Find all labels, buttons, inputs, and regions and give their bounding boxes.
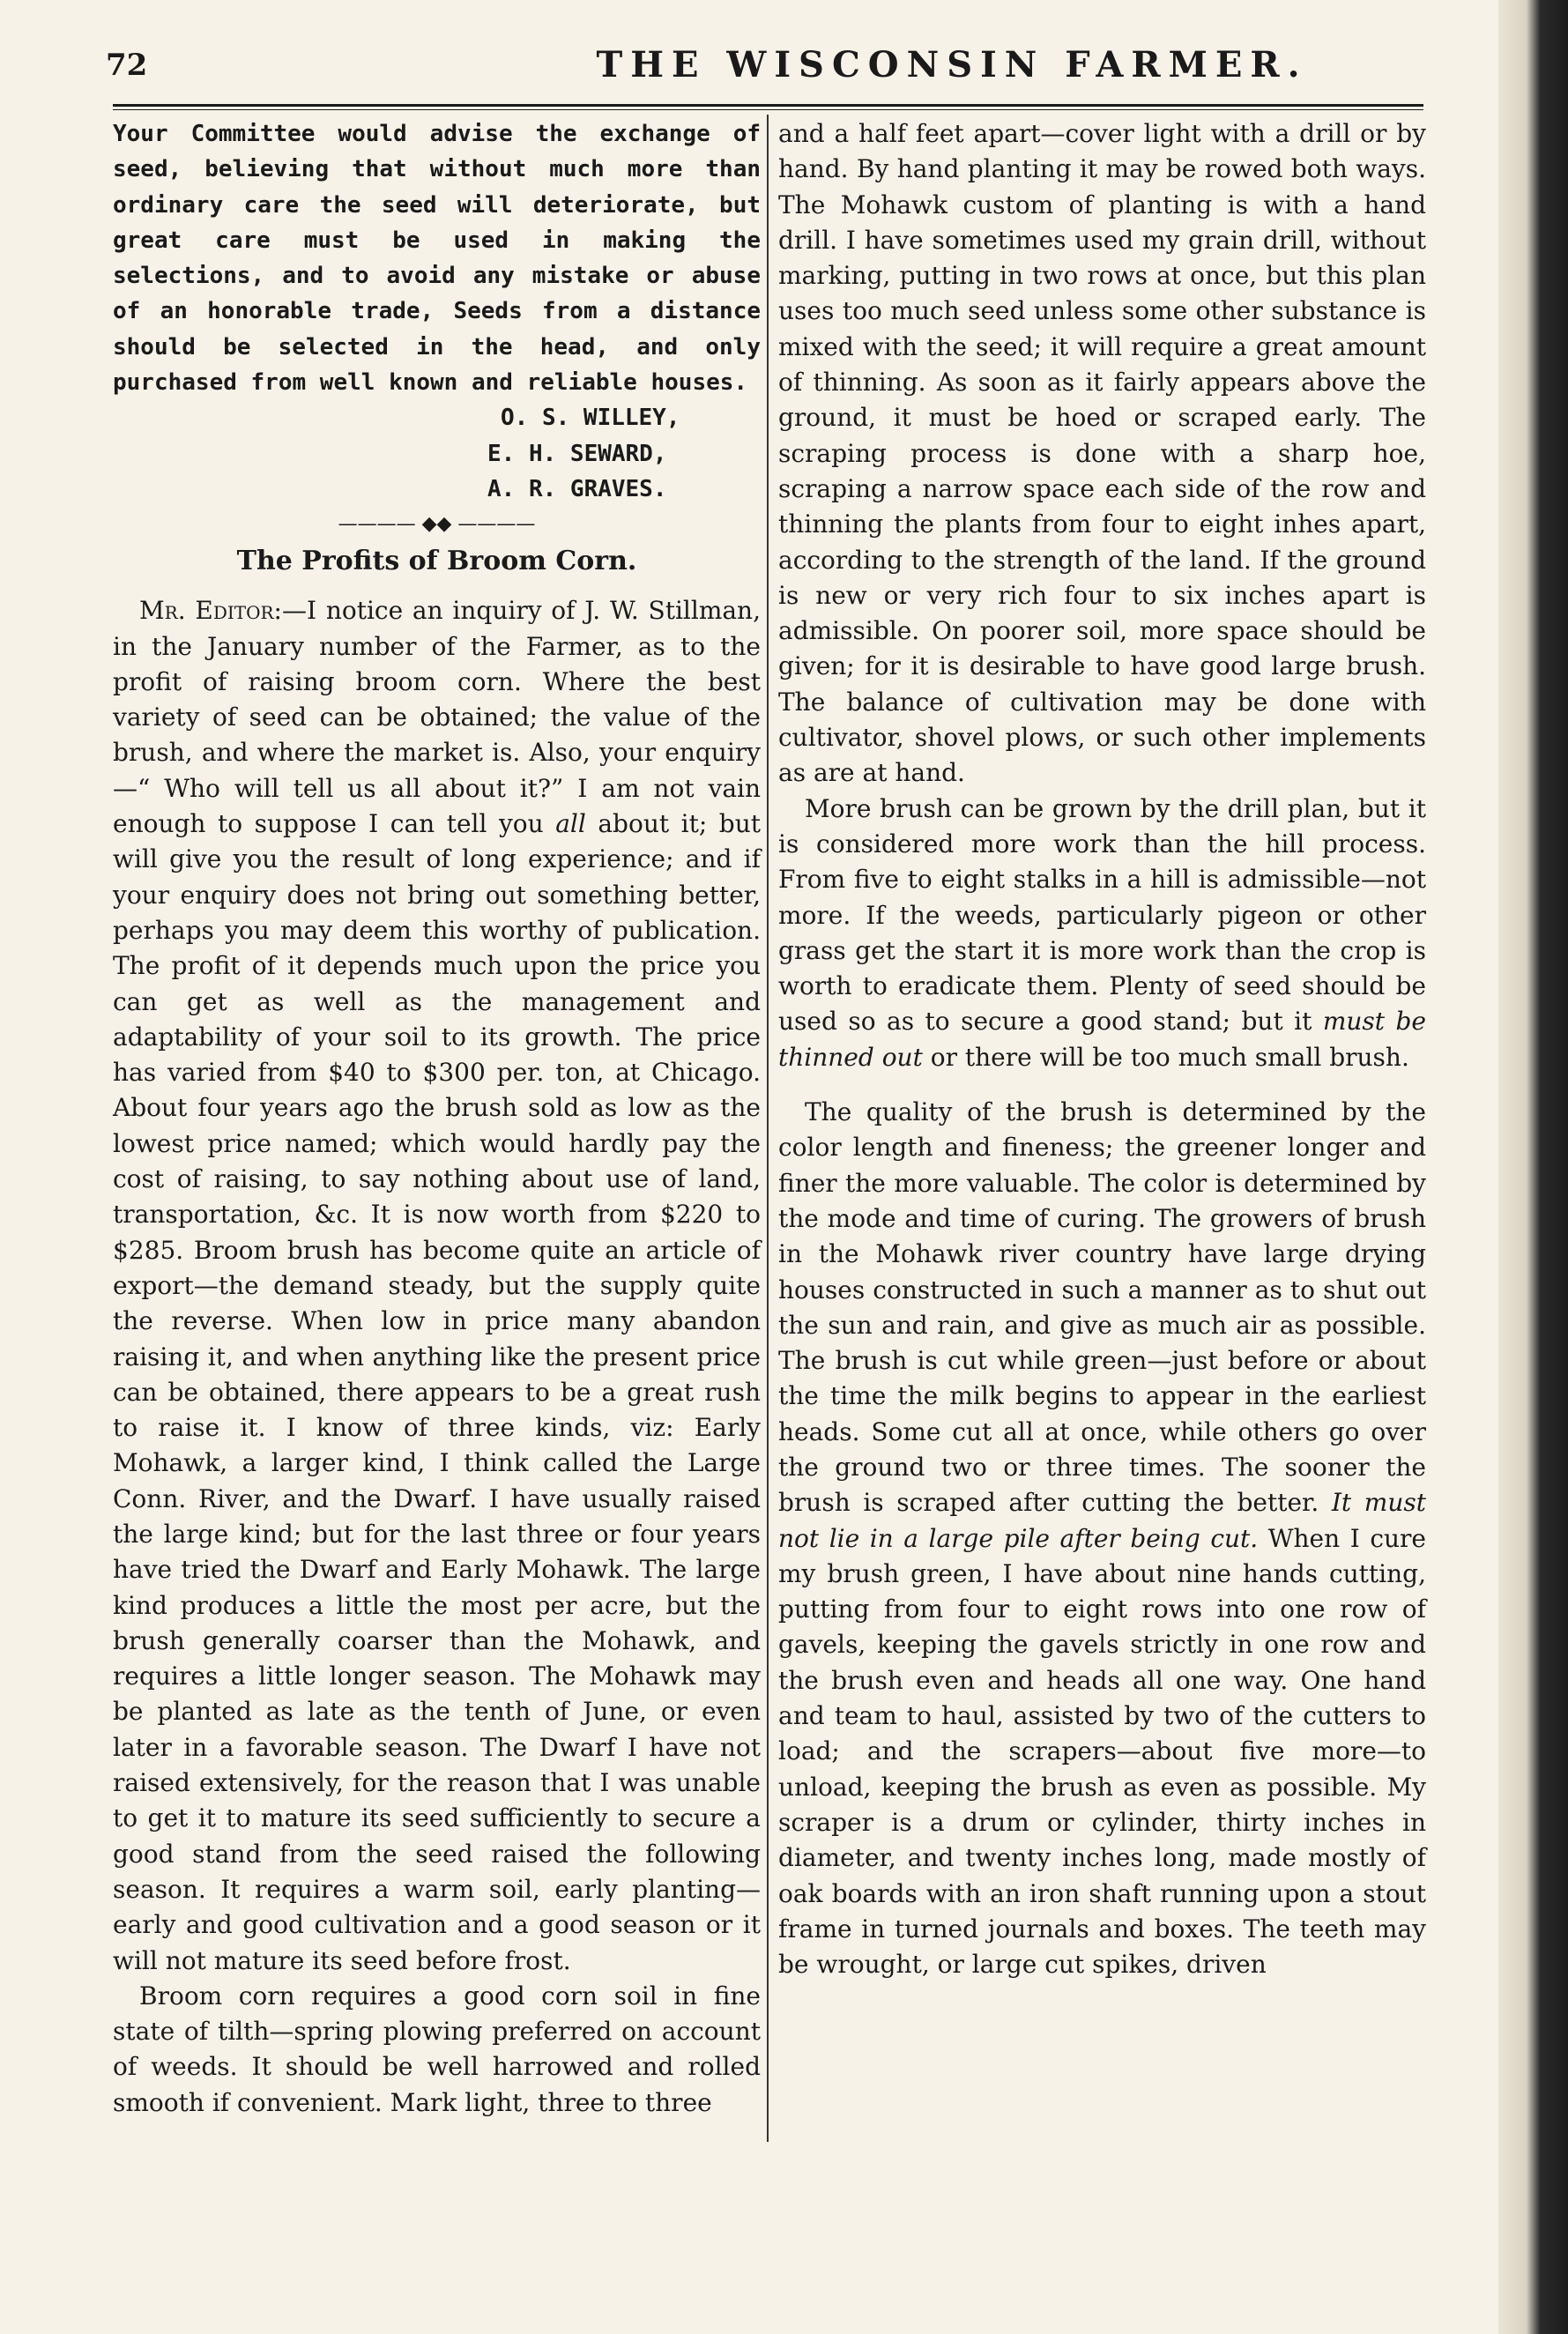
- page-header: [106, 42, 1481, 95]
- article-paragraph-3: [778, 792, 1426, 1075]
- p3-emphasis: must be thinned out: [778, 1007, 1426, 1072]
- scan-edge-shadow: [1498, 0, 1568, 2334]
- section-divider-ornament: ———— ◆◆ ————: [338, 513, 536, 536]
- article-paragraph-2: Broom corn requires a good corn soil in fine state of tilth—spring plowing preferred on account of weeds. It should be well harrowed and rolled smooth if convenient. Mark light, three to three: [113, 1981, 761, 2117]
- header-rule-thin: [113, 109, 1423, 110]
- p3-rest: or there will be too much small brush.: [922, 1042, 1409, 1072]
- article-paragraph-1: [113, 593, 761, 1979]
- p1-emphasis: all: [555, 809, 586, 839]
- signature-3: A. R. GRAVES.: [487, 475, 667, 502]
- journal-title: THE WISCONSIN FARMER.: [596, 44, 1308, 85]
- column-divider: [767, 115, 769, 2142]
- header-rule-thick: [113, 104, 1423, 107]
- p1-text: —I notice an inquiry of J. W. Stillman, in the January number of the Farmer, as to the profit of raising broom corn. Where the best variety of seed can be obtained; the value of the brush, and where the market is. Also, your enquiry—“ Who will tell us all about it?” I am not vain enough to suppose I can tell you: [113, 596, 761, 839]
- salutation: Mr. Editor:: [139, 596, 282, 626]
- signature-2: E. H. SEWARD,: [487, 440, 667, 467]
- article-title: The Profits of Broom Corn.: [236, 546, 637, 577]
- p4-emphasis: It must not lie in a large pile after being cut.: [778, 1488, 1426, 1553]
- left-column: [113, 116, 761, 2121]
- signature-1: O. S. WILLEY,: [501, 405, 680, 432]
- committee-report-text: Your Committee would advise the exchange of seed, believing that without much more than ordinary care the seed will deteriorate, but great care must be used in making the selections, and to avoid any mistake or abuse of an honorable trade, Seeds from a distance should be selected in the head, and only purchased from well known and reliable houses.: [113, 121, 761, 397]
- page-number: 72: [106, 48, 148, 83]
- committee-signatures: [113, 400, 761, 507]
- article-paragraph-4: [778, 1095, 1426, 1982]
- p4-rest: When I cure my brush green, I have about nine hands cutting, putting from four to eight rows into one row of gavels, keeping the gavels strictly in one row and the brush even and heads all one way. One hand and team to haul, assisted by two of the cutters to load; and the scrapers—about five more—to unload, keeping the brush as even as possible. My scraper is a drum or cylinder, thirty inches in diameter, and twenty inches long, made mostly of oak boards with an iron shaft running upon a stout frame in turned journals and boxes. The teeth may be wrought, or large cut spikes, driven: [778, 1523, 1426, 1980]
- right-column: [778, 116, 1426, 1982]
- p4-text: The quality of the brush is determined by the color length and fineness; the greener longer and finer the more valuable. The color is determined by the mode and time of curing. The growers of brush in the Mohawk river country have large drying houses constructed in such a manner as to shut out the sun and rain, and give as much air as possible. The brush is cut while green—just before or about the time the milk begins to appear in the earliest heads. Some cut all at once, while others go over the ground two or three times. The sooner the brush is scraped after cutting the better.: [778, 1097, 1426, 1518]
- p1-rest: about it; but will give you the result of long experience; and if your enquiry does not bring out something better, perhaps you may deem this worthy of publication. The profit of it depends much upon the price you can get as well as the management and adaptability of your soil to its growth. The price has varied from $40 to $300 per. ton, at Chicago. About four years ago the brush sold as low as the lowest price named; which would hardly pay the cost of raising, to say nothing about use of land, transportation, &c. It is now worth from $220 to $285. Broom brush has become quite an article of export—the demand steady, but the supply quite the reverse. When low in price many abandon raising it, and when anything like the present price can be obtained, there appears to be a great rush to raise it. I know of three kinds, viz: Early Mohawk, a larger kind, I think called the Large Conn. River, and the Dwarf. I have usually raised the large kind; but for the last three or four years have tried the Dwarf and Early Mohawk. The large kind produces a little the most per acre, but the brush generally coarser than the Mohawk, and requires a little longer season. The Mohawk may be planted as late as the tenth of June, or even later in a favorable season. The Dwarf I have not raised extensively, for the reason that I was unable to get it to mature its seed sufficiently to secure a good stand from the seed raised the following season. It requires a warm soil, early planting—early and good cultivation and a good season or it will not mature its seed before frost.: [113, 809, 761, 1975]
- article-paragraph-2-continued: and a half feet apart—cover light with a drill or by hand. By hand planting it may be rowed both ways. The Mohawk custom of planting is with a hand drill. I have sometimes used my grain drill, without marking, putting in two rows at once, but this plan uses too much seed unless some other substance is mixed with the seed; it will require a great amount of thinning. As soon as it fairly appears above the ground, it must be hoed or scraped early. The scraping process is done with a sharp hoe, scraping a narrow space each side of the row and thinning the plants from four to eight inhes apart, according to the strength of the land. If the ground is new or very rich four to six inches apart is admissible. On poorer soil, more space should be given; for it is desirable to have good large brush. The balance of cultivation may be done with cultivator, shovel plows, or such other implements as are at hand.: [778, 119, 1426, 788]
- paragraph-gap: [778, 1075, 1426, 1095]
- p3-text: More brush can be grown by the drill plan, but it is considered more work than the hill process. From five to eight stalks in a hill is admissible—not more. If the weeds, particularly pigeon or other grass get the start it is more work than the crop is worth to eradicate them. Plenty of seed should be used so as to secure a good stand; but it: [778, 793, 1426, 1037]
